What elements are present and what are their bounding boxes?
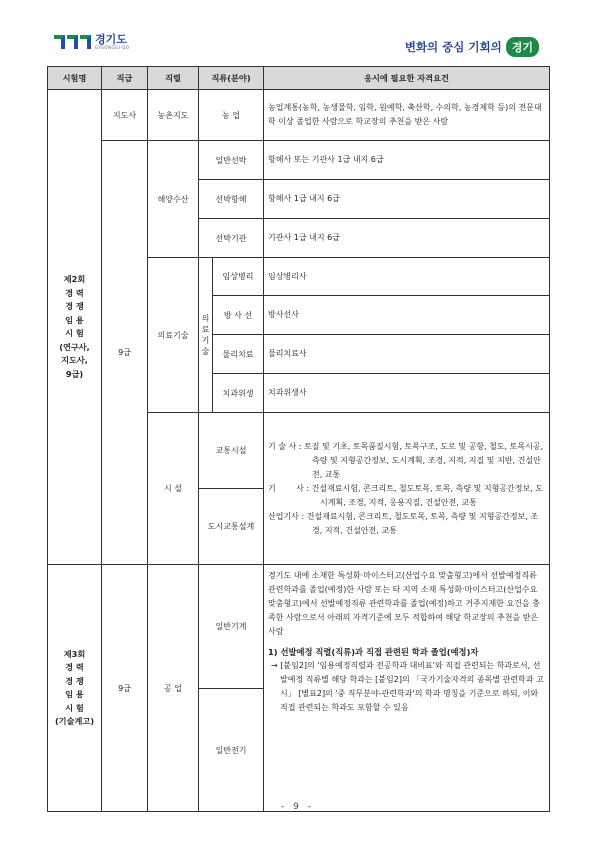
- logo-subtext: GYEONGGI-DO: [95, 45, 130, 50]
- series-nongchon: 농촌지도: [148, 90, 199, 141]
- series-facility: 시 설: [148, 413, 199, 565]
- field-bangsaseon: 방 사 선: [213, 296, 264, 335]
- req-exam3-heading: 1) 선발예정 직렬(직류)과 직접 관련된 학과 졸업(예정)자: [268, 647, 479, 657]
- header-exam: 시험명: [48, 67, 102, 90]
- grade-9: 9급: [102, 141, 148, 565]
- page-header: [0, 0, 595, 66]
- req-nongup: 농업계통(농학, 농생물학, 임학, 원예학, 축산학, 수의학, 농경제학 등)의 전문대학 이상 졸업한 사람으로 학교장의 추천을 받은 사람: [264, 90, 550, 141]
- req-imsang: 임상병리사: [264, 258, 550, 296]
- medical-vertical-label: 의 료 기 술: [199, 258, 213, 413]
- logo-mark-icon: [54, 35, 91, 49]
- req-bangsaseon: 방사선사: [264, 296, 550, 335]
- page-number: - 9 -: [281, 802, 314, 812]
- req-exam3: [264, 565, 550, 812]
- field-dosi-gyotong: 도시교통설계: [199, 489, 264, 565]
- field-mulli: 물리치료: [213, 335, 264, 374]
- exam3-name: 제3회 경 력 경 쟁 임 용 시 험 (기술계고): [48, 565, 102, 812]
- req-sunbak-hanghae: 항해사 1급 내지 6급: [264, 180, 550, 219]
- req-exam3-intro: 경기도 내에 소재한 특성화·마이스터고(산업수요 맞춤형고)에서 선발예정직류 관련학과를 졸업(예정)한 사람 또는 타 지역 소재 특성화·마이스터고(산업수요 맞춤형고)에서 선발예정직류 관련학과를 졸업(예정)하고 거주지제한 요건을 충족한 사람으로서 아래의 자격기준에 모두 적합하여 해당 학교장의 추천을 받은 사람: [268, 571, 540, 636]
- field-ilban-gigye: 일반기계: [199, 565, 264, 689]
- field-imsang: 임상병리: [213, 258, 264, 296]
- field-ilban-jeongi: 일반전기: [199, 689, 264, 812]
- grade-jidosa: 지도사: [102, 90, 148, 141]
- table-row: [48, 141, 550, 180]
- header-series: 직렬: [148, 67, 199, 90]
- field-sunbak-hanghae: 선박항해: [199, 180, 264, 219]
- field-nongup: 농 업: [199, 90, 264, 141]
- header-requirements: 응시에 필요한 자격요건: [264, 67, 550, 90]
- exam2-name: 제2회 경 력 경 쟁 임 용 시 험 (연구사, 지도사, 9급): [48, 90, 102, 565]
- table-row: [48, 565, 550, 689]
- slogan: [405, 37, 539, 57]
- exam3-grade: 9급: [102, 565, 148, 812]
- req-sunbak-gigwan: 기관사 1급 내지 6급: [264, 219, 550, 258]
- field-gyotong: 교통시설: [199, 413, 264, 489]
- exam3-series: 공 업: [148, 565, 199, 812]
- header-grade: 직급: [102, 67, 148, 90]
- gyeonggi-logo: [54, 34, 130, 50]
- qualification-table: [47, 66, 550, 812]
- series-haeyang: 해양수산: [148, 141, 199, 258]
- field-sunbak-gigwan: 선박기관: [199, 219, 264, 258]
- series-medical: 의료기술: [148, 258, 199, 413]
- field-ilban-sunbak: 일반선박: [199, 141, 264, 180]
- header-field: 직류(분야): [199, 67, 264, 90]
- slogan-badge: 경기: [506, 37, 539, 57]
- req-exam3-detail: → [붙임2]의 '임용예정직렬과 전공학과 대비표'와 직접 관련되는 학과로서, 선발예정 직류별 해당 학과는 [붙임2]의 「국가기술자격의 종목별 관련학과 고시」 [별표2]의 '중 직무분야-관련학과'의 학과 명칭을 기준으로 하되, 이와 직접 관련되는 학과도 포함할 수 있음: [271, 661, 544, 712]
- req-ilban-sunbak: 항해사 또는 기관사 1급 내지 6급: [264, 141, 550, 180]
- slogan-text: 변화의 중심 기회의: [404, 40, 502, 54]
- field-chigwa: 치과위생: [213, 374, 264, 413]
- req-chigwa: 치과위생사: [264, 374, 550, 413]
- table-header-row: [48, 67, 550, 90]
- logo-text: 경기도: [95, 33, 127, 46]
- req-mulli: 물리치료사: [264, 335, 550, 374]
- req-facility: 기 술 사 : 토질 및 기초, 토목품질시험, 토목구조, 도로 및 공항, 철도, 토목시공, 측량 및 지형공간정보, 도시계획, 조경, 지적, 지질 및 지반, 건설안전, 교통 기 사 : 건설재료시험, 콘크리트, 철도토목, 토목, 측량 및 지형공간정보, 도시계획, 조경, 지적, 응용지질, 건설안전, 교통 산업기사 : 건설재료시험, 콘크리트, 철도토목, 토목, 측량 및 지형공간정보, 조경, 지적, 건설안전, 교통: [264, 413, 550, 565]
- table-row: [48, 90, 550, 141]
